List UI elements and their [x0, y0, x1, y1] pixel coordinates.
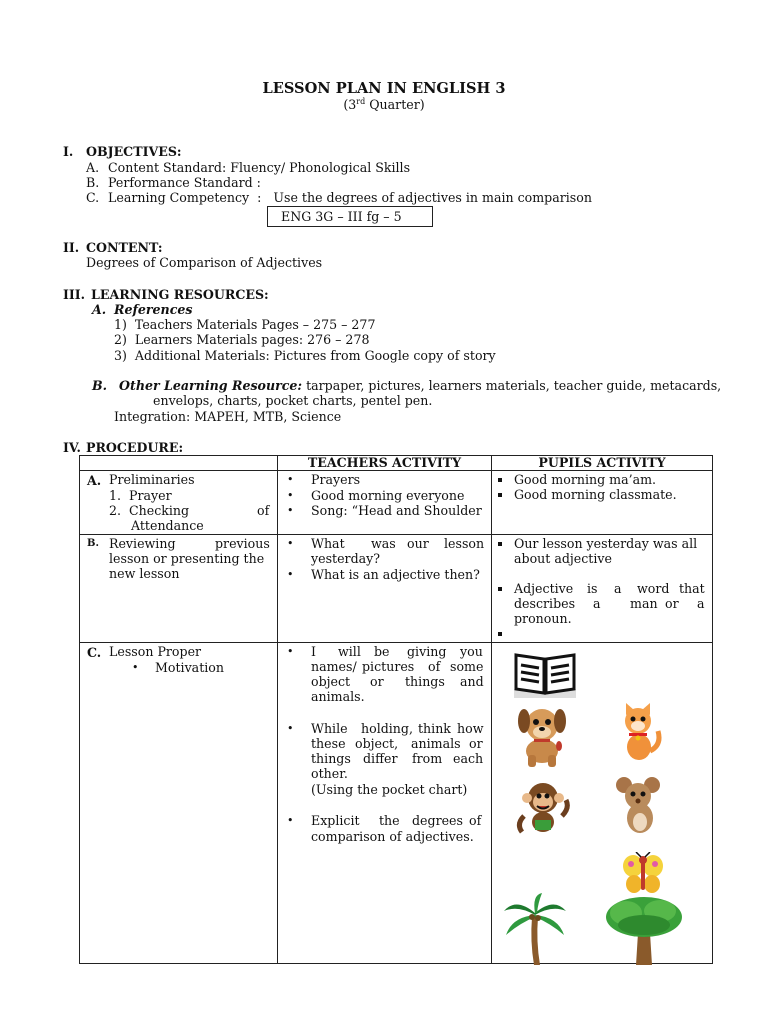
square-bullet-icon [498, 587, 502, 591]
word: object, [355, 736, 399, 751]
book-icon [512, 649, 578, 699]
word: or [665, 596, 679, 611]
content-heading: CONTENT: [86, 240, 163, 255]
bullet-icon: • [287, 568, 294, 581]
objective-a-text: Content Standard: Fluency/ Phonological Skills [108, 160, 411, 175]
word: is [587, 581, 598, 596]
square-bullet-icon [498, 542, 502, 546]
other-resources-letter: B. [92, 378, 108, 393]
resources-numeral: III. [63, 287, 86, 302]
word: Adjective [514, 581, 574, 596]
procedure-heading: PROCEDURE: [86, 440, 184, 455]
square-bullet-icon [498, 493, 502, 497]
word: I [311, 644, 316, 659]
competency-code-box [267, 206, 433, 227]
butterfly-icon [622, 852, 664, 898]
word: from [412, 751, 443, 766]
word: was [371, 536, 396, 551]
references-heading: References [114, 302, 193, 317]
word: names/ [311, 659, 357, 674]
row-b-title-1b: previous [215, 536, 270, 551]
row-a-sub2: 2. Checking [109, 503, 190, 518]
word: pictures [362, 659, 415, 674]
word: or [469, 736, 483, 751]
word: that [679, 581, 705, 596]
word: differ [363, 751, 398, 766]
word: some [450, 659, 484, 674]
bullet-icon: • [287, 537, 294, 550]
row-b-teacher-2: What is an adjective then? [311, 567, 480, 582]
references-letter: A. [92, 302, 107, 317]
word: things [311, 751, 351, 766]
row-c-teacher-cell [278, 643, 492, 964]
word: you [460, 644, 483, 659]
bullet-icon: • [287, 489, 294, 502]
square-bullet-icon [498, 478, 502, 482]
row-a-teacher-1: Prayers [311, 472, 361, 487]
word: a [614, 581, 622, 596]
other-resources-text-1: tarpaper, pictures, learners materials, teacher guide, metacards, [302, 378, 722, 393]
word: word [637, 581, 670, 596]
word: be [374, 644, 390, 659]
row-c-t2-l5: (Using the pocket chart) [311, 782, 468, 797]
content-numeral: II. [63, 240, 80, 255]
word: holding, [361, 721, 413, 736]
subtitle-close: Quarter) [365, 97, 425, 113]
bullet-icon: • [287, 645, 294, 658]
row-c-pupil-cell [492, 643, 713, 964]
procedure-table [79, 455, 713, 964]
word: Explicit [311, 813, 360, 828]
other-resources-heading: Other Learning Resource: [119, 378, 303, 393]
row-b-pupil-cell [492, 535, 713, 643]
word: giving [407, 644, 447, 659]
bullet-icon: • [287, 722, 294, 735]
word: think [418, 721, 451, 736]
objectives-heading: OBJECTIVES: [86, 144, 182, 159]
row-a-sub1: 1. Prayer [109, 488, 172, 503]
row-b-teacher-cell [278, 535, 492, 643]
word: man [630, 596, 658, 611]
subtitle-sup: rd [356, 97, 366, 106]
table-row-reviewing [80, 535, 713, 643]
page-title: LESSON PLAN IN ENGLISH 3 [262, 80, 506, 97]
word: and [460, 674, 484, 689]
row-c-t3-l2: comparison of adjectives. [311, 829, 474, 844]
header-pupils-activity: PUPILS ACTIVITY [492, 456, 713, 471]
row-c-label-cell [80, 643, 278, 964]
row-a-sub2-of: of [257, 503, 270, 518]
word: object [311, 674, 351, 689]
word: the [379, 813, 400, 828]
integration-text: Integration: MAPEH, MTB, Science [114, 409, 342, 424]
row-c-letter: C. [87, 645, 102, 660]
word: how [457, 721, 484, 736]
row-a-pupil-cell [492, 471, 713, 535]
row-a-pupil-2: Good morning classmate. [514, 487, 677, 502]
header-teachers-activity: TEACHERS ACTIVITY [278, 456, 492, 471]
row-b-label-cell [80, 535, 278, 643]
word: of [469, 813, 482, 828]
row-a-teacher-3: Song: “Head and Shoulder [311, 503, 482, 518]
table-row-preliminaries [80, 471, 713, 535]
procedure-numeral: IV. [63, 440, 81, 455]
row-b-title-2: lesson or presenting the [109, 551, 265, 566]
page-subtitle [0, 97, 768, 112]
objective-b-text: Performance Standard : [108, 175, 261, 190]
objective-c-text: Learning Competency : Use the degrees of adjectives in main comparison [108, 190, 592, 205]
row-b-teacher-1b: yesterday? [311, 551, 381, 566]
row-b-title-3: new lesson [109, 566, 180, 581]
bullet-icon: • [287, 504, 294, 517]
word: degrees [412, 813, 463, 828]
reference-1: 1) Teachers Materials Pages – 275 – 277 [114, 317, 376, 332]
row-a-teacher-cell [278, 471, 492, 535]
competency-code: ENG 3G – III fg – 5 [281, 209, 402, 224]
square-bullet-icon [498, 632, 502, 636]
row-b-pupil-1: Our lesson yesterday was all [514, 536, 698, 551]
row-c-sub: Motivation [155, 660, 224, 675]
table-header-row [80, 456, 713, 471]
objective-c-letter: C. [86, 190, 100, 205]
row-a-sub2-cont: Attendance [131, 518, 204, 533]
word: each [453, 751, 484, 766]
row-c-t2-l4: other. [311, 766, 348, 781]
reference-3: 3) Additional Materials: Pictures from Google copy of story [114, 348, 496, 363]
word: a [697, 596, 705, 611]
content-text: Degrees of Comparison of Adjectives [86, 255, 323, 270]
word: these [311, 736, 346, 751]
row-a-teacher-2: Good morning everyone [311, 488, 465, 503]
resources-heading: LEARNING RESOURCES: [91, 287, 269, 302]
objective-a-letter: A. [86, 160, 100, 175]
row-c-title: Lesson Proper [109, 644, 202, 659]
word: lesson [444, 536, 485, 551]
word: a [593, 596, 601, 611]
row-b-pupil-1b: about adjective [514, 551, 612, 566]
row-b-title-1: Reviewing [109, 536, 176, 551]
bullet-icon: • [132, 661, 139, 674]
word: things [405, 674, 445, 689]
subtitle-open: (3 [343, 97, 357, 113]
bullet-icon: • [287, 473, 294, 486]
mouse-icon [614, 776, 664, 836]
header-blank [80, 456, 278, 471]
row-a-label-cell [80, 471, 278, 535]
row-a-title: Preliminaries [109, 472, 195, 487]
objectives-numeral: I. [63, 144, 74, 159]
word: or [370, 674, 384, 689]
tree-icon [604, 895, 684, 965]
bullet-icon: • [287, 814, 294, 827]
cat-icon [614, 701, 664, 763]
row-b-pupil-2c: pronoun. [514, 611, 572, 626]
other-resources-line1 [92, 378, 721, 393]
row-a-letter: A. [87, 473, 102, 488]
word: animals [411, 736, 461, 751]
objective-b-letter: B. [86, 175, 100, 190]
table-row-lesson-proper [80, 643, 713, 964]
monkey-icon [514, 778, 572, 838]
word: our [407, 536, 429, 551]
word: of [428, 659, 441, 674]
reference-2: 2) Learners Materials pages: 276 – 278 [114, 332, 370, 347]
row-a-pupil-1: Good morning ma’am. [514, 472, 657, 487]
palm-tree-icon [502, 893, 568, 965]
word: will [338, 644, 361, 659]
other-resources-text-2: envelops, charts, pocket charts, pentel pen. [153, 393, 433, 408]
row-c-t1-l4: animals. [311, 689, 365, 704]
row-b-letter: B. [87, 538, 99, 549]
dog-icon [512, 703, 572, 769]
word: What [311, 536, 345, 551]
word: While [311, 721, 348, 736]
word: describes [514, 596, 576, 611]
